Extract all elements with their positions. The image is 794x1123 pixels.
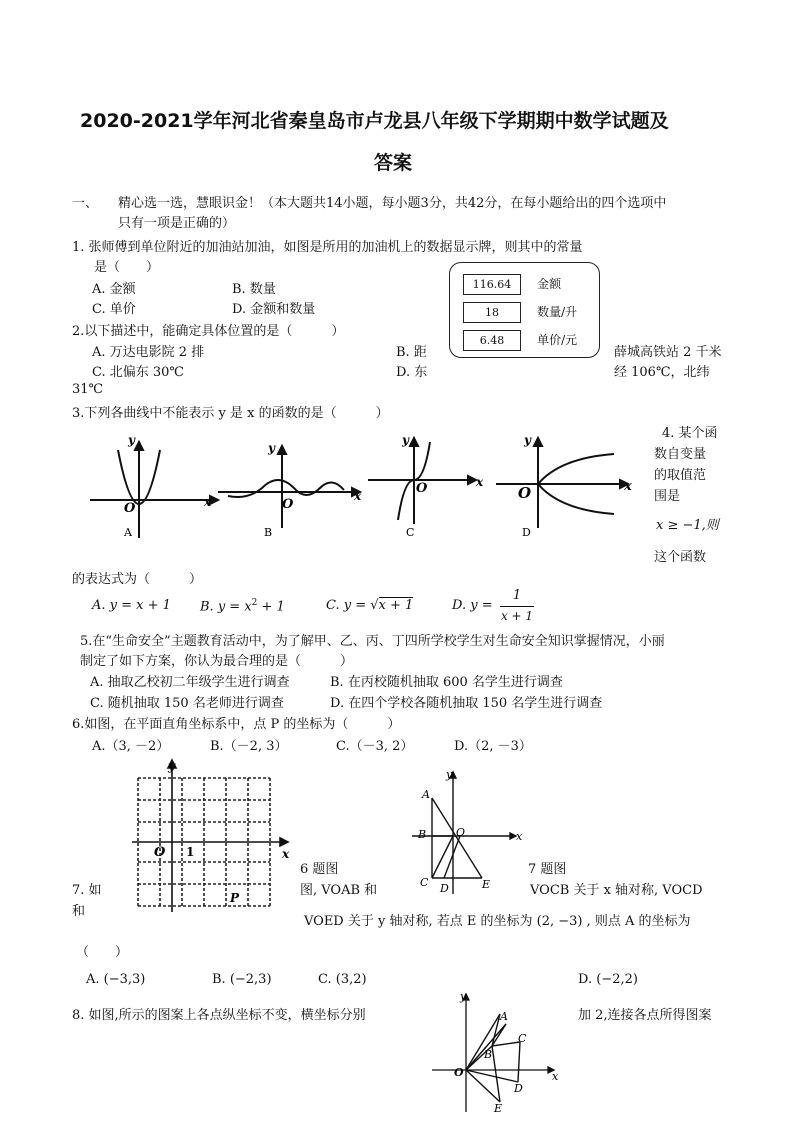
q6-grid-figure	[124, 756, 300, 918]
q5-option-c: C. 随机抽取 150 名老师进行调查	[90, 696, 284, 711]
q3a-origin: O	[124, 501, 136, 516]
q4-option-b: B. $y = x^2 + 1$	[200, 598, 285, 615]
q8-origin: O	[454, 1066, 464, 1079]
q4-stem-part1: 4. 某个函	[662, 426, 718, 441]
pump-amount-label: 金额	[537, 277, 562, 291]
q2-option-c: C. 北偏东 30℃	[92, 365, 184, 380]
q4-option-b-tail: + 1	[257, 599, 285, 615]
q8-pattern	[466, 1014, 520, 1102]
q3-label-c: C	[406, 526, 415, 539]
section-instructions: 精心选一选，慧眼识金！（本大题共14小题，每小题3分，共42分，在每小题给出的四个选项中	[118, 196, 667, 211]
q8-x-label: x	[552, 1070, 559, 1083]
q7-stem-mid: 图, VOAB 和	[300, 883, 378, 898]
q6-option-c: C.（－3, 2）	[336, 739, 414, 754]
pump-price-value: 6.48	[463, 330, 521, 351]
q6-option-b: B.（－2, 3）	[210, 739, 288, 754]
pump-quantity-label: 数量/升	[537, 305, 578, 319]
q3-label-b: B	[264, 526, 273, 539]
q4-option-d-numerator: 1	[512, 588, 522, 603]
q3b-x-label: x	[354, 489, 362, 503]
q8-y-label: y	[460, 990, 467, 1003]
q2-stem: 2.以下描述中，能确定具体位置的是（ ）	[72, 324, 345, 339]
q7-stem-lead: 7. 如	[72, 883, 102, 898]
q7-stem-right: VOCB 关于 x 轴对称, VOCD	[530, 883, 703, 898]
pump-row-amount	[463, 274, 561, 295]
q3-graph-a	[90, 442, 218, 538]
q5-option-b: B. 在丙校随机抽取 600 名学生进行调查	[330, 675, 563, 690]
q3b-y-label: y	[268, 441, 275, 455]
q6-figure-caption: 6 题图	[300, 862, 339, 877]
q3-graph-b	[218, 446, 360, 528]
q7-figure-caption: 7 题图	[528, 862, 567, 877]
q3d-x-label: x	[624, 479, 632, 494]
q7-option-c: C. (3,2)	[318, 972, 367, 987]
pump-price-label: 单价/元	[537, 333, 578, 347]
q7-option-b: B. (−2,3)	[212, 972, 272, 987]
section-number: 一、	[72, 196, 99, 211]
pump-row-price	[463, 330, 577, 351]
q7-option-a: A. (−3,3)	[86, 972, 146, 987]
q7-x-label: x	[516, 830, 523, 843]
q3c-x-label: x	[476, 475, 484, 489]
q7-option-d: D. (−2,2)	[578, 972, 638, 987]
q6-stem: 6.如图，在平面直角坐标系中，点 P 的坐标为（ ）	[72, 717, 401, 732]
q7-label-e: E	[482, 878, 491, 891]
q6-tick-one: 1	[186, 845, 195, 859]
q2-option-b-cont: 薛城高铁站 2 千米	[614, 345, 722, 360]
q4-stem-part4: 围是	[654, 489, 681, 504]
q4-stem-part5: 这个函数	[654, 550, 707, 565]
q8-label-c: C	[518, 1032, 527, 1045]
q7-y-label: y	[446, 768, 453, 781]
q8-stem-left: 8. 如图,所示的图案上各点纵坐标不变，横坐标分别	[72, 1008, 366, 1023]
q2-option-b: B. 距	[396, 345, 427, 360]
q8-label-e: E	[494, 1102, 503, 1115]
q6-option-a: A.（3, －2）	[92, 739, 170, 754]
q4-option-a: A. y = x + 1	[92, 598, 171, 613]
q4-option-d-prefix: D. y =	[452, 598, 493, 613]
q8-stem-right: 加 2,连接各点所得图案	[578, 1008, 712, 1023]
q1-option-b: B. 数量	[232, 282, 276, 297]
q6-option-d: D.（2, －3）	[454, 739, 532, 754]
pump-quantity-value: 18	[463, 302, 521, 323]
q7-triangle-figure	[408, 766, 528, 898]
q4-option-d-fraction-bar	[500, 606, 534, 607]
q4-stem-part3: 的取值范	[654, 468, 707, 483]
q2-option-d: D. 东	[396, 365, 428, 380]
q7-stem-lead2: 和	[72, 904, 86, 919]
q4-option-b-base: B. y = x	[200, 599, 252, 615]
q5-stem: 5.在“生命安全”主题教育活动中，为了解甲、乙、丙、丁四所学校学生对生命安全知识掌握情况，小丽	[80, 634, 665, 649]
q4-stem-part2: 数自变量	[654, 447, 707, 462]
page-title-line2: 答案	[374, 152, 413, 174]
q8-label-d: D	[514, 1082, 523, 1095]
section-instructions-cont: 只有一项是正确的）	[118, 216, 236, 231]
q4-option-c-radicand: x + 1	[378, 598, 414, 613]
q3-label-a: A	[124, 526, 132, 539]
pump-row-quantity	[463, 302, 577, 323]
q1-stem-cont: 是（ ）	[94, 260, 160, 275]
q2-option-d-cont2: 31℃	[72, 382, 104, 397]
q7-label-a: A	[422, 788, 430, 801]
q1-stem: 1. 张师傅到单位附近的加油站加油，如图是所用的加油机上的数据显示牌，则其中的常量	[72, 240, 583, 255]
q5-option-d: D. 在四个学校各随机抽取 150 名学生进行调查	[330, 696, 603, 711]
q3b-origin: O	[282, 497, 294, 512]
q3a-y-label: y	[128, 433, 135, 447]
q8-label-a: A	[500, 1010, 508, 1023]
q1-option-d: D. 金额和数量	[232, 302, 316, 317]
q4-option-c-prefix: C. y =	[326, 598, 371, 613]
q7-label-d: D	[440, 882, 449, 895]
q5-option-a: A. 抽取乙校初二年级学生进行调查	[90, 675, 290, 690]
q2-option-d-cont: 经 106℃，北纬	[614, 365, 710, 380]
q7-answer-paren: （ ）	[76, 945, 129, 960]
pump-amount-value: 116.64	[463, 274, 521, 295]
q5-stem-cont: 制定了如下方案，你认为最合理的是（ ）	[80, 654, 354, 669]
q7-label-c: C	[420, 876, 429, 889]
q3a-x-label: x	[204, 495, 212, 509]
q3-curves-figure	[80, 428, 650, 548]
q6-x-label: x	[282, 847, 290, 861]
q4-option-c: C. y = √x + 1	[326, 598, 414, 613]
q6-axes	[132, 760, 288, 912]
q3-stem: 3.下列各曲线中不能表示 y 是 x 的函数的是（ ）	[72, 406, 389, 421]
q2-option-a: A. 万达电影院 2 排	[92, 345, 205, 360]
q4-stem-end: 的表达式为（ ）	[72, 572, 203, 587]
page-title-line1: 2020-2021学年河北省秦皇岛市卢龙县八年级下学期期中数学试题及	[80, 110, 669, 132]
q7-label-o: O	[456, 826, 466, 839]
q3-graph-d	[496, 438, 628, 528]
q8-label-b: B	[484, 1048, 493, 1061]
q1-option-a: A. 金额	[92, 282, 136, 297]
q1-option-c: C. 单价	[92, 302, 136, 317]
q6-origin: O	[154, 845, 166, 860]
q3d-y-label: y	[524, 433, 531, 447]
q7-stem-line2: VOED 关于 y 轴对称, 若点 E 的坐标为 (2, −3) , 则点 A 的坐标为	[304, 914, 691, 929]
q4-domain-condition: x ≥ −1,则	[656, 518, 719, 533]
q3c-origin: O	[416, 481, 428, 496]
q6-y-label: y	[168, 759, 175, 773]
q6-point-p-label: P	[230, 891, 240, 905]
q3d-origin: O	[518, 484, 532, 502]
q3c-y-label: y	[402, 433, 409, 447]
q4-option-d-denominator: x + 1	[500, 609, 534, 623]
q8-pattern-figure	[430, 990, 570, 1116]
q3-label-d: D	[522, 526, 531, 539]
q7-label-b: B	[418, 828, 427, 841]
